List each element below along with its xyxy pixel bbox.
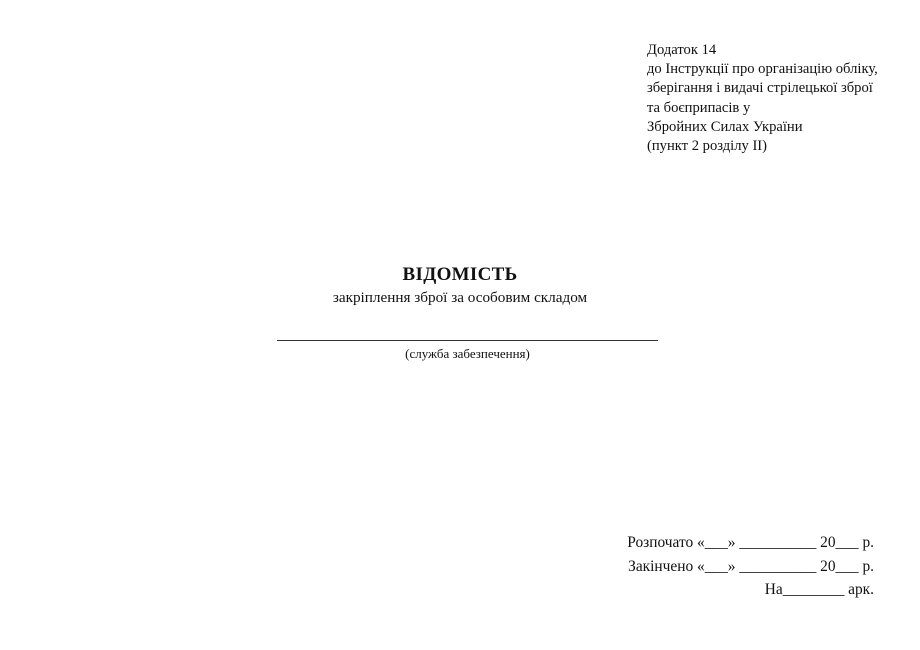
appendix-line: до Інструкції про організацію обліку, xyxy=(647,61,878,78)
appendix-line: Збройних Силах України xyxy=(647,118,803,135)
service-fill-line xyxy=(277,340,658,341)
appendix-reference xyxy=(647,41,907,156)
appendix-line: та боєприпасів у xyxy=(647,99,751,116)
appendix-line: Додаток 14 xyxy=(647,42,717,58)
started-date-line: Розпочато «___» __________ 20___ р. xyxy=(627,534,874,551)
finished-date-line: Закінчено «___» __________ 20___ р. xyxy=(628,557,874,575)
sheets-count-line: На________ арк. xyxy=(764,581,874,598)
dates-block xyxy=(627,531,874,602)
appendix-line: (пункт 2 розділу II) xyxy=(647,138,768,155)
document-subtitle: закріплення зброї за особовим складом xyxy=(332,289,588,306)
title-block xyxy=(0,262,920,308)
document-title: ВІДОМІСТЬ xyxy=(402,264,518,285)
service-caption: (служба забезпечення) xyxy=(405,346,530,361)
appendix-line: зберігання і видачі стрілецької зброї xyxy=(647,80,873,97)
